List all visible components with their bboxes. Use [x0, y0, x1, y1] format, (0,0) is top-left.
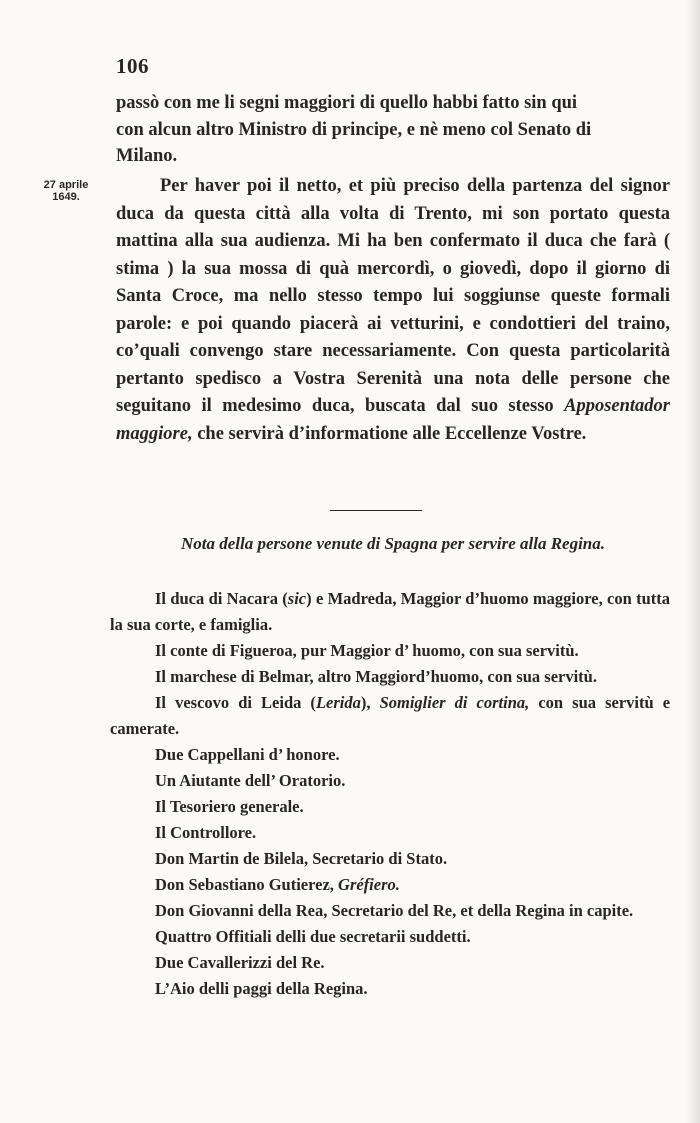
main-paragraph-text: Per haver poi il netto, et più preciso della partenza del signor duca da questa città alla volta di Trento, mi son portato questa mattina alla sua audienza. Mi ha ben confermato il duca che farà ( stima ) la sua mossa di quà mercordì, o giovedì, dopo il giorno di Santa Croce, ma nello stesso tempo lui soggiunse queste formali parole: e poi quando piacerà ai vetturini, e condottieri del traino, co’quali convengo stare necessariamente. Con questa particolarità pertanto spedisco a Vostra Serenità una nota delle persone che seguitano il medesimo duca, buscata dal suo stesso	[116, 176, 670, 416]
section-title: Nota della persone venute di Spagna per servire alla Regina.	[180, 534, 606, 553]
list-item-text: Il vescovo di Leida (	[155, 693, 316, 712]
list-item-text: con sua servitù e camerate.	[110, 693, 671, 738]
lerida-note: Lerida	[315, 693, 361, 712]
list-item: L’Aio delli paggi della Regina.	[155, 979, 368, 998]
list-item: Il conte di Figueroa, pur Maggior d’ huomo, con sua servitù.	[155, 641, 579, 660]
intro-line: Milano.	[116, 146, 178, 166]
list-item	[110, 586, 670, 638]
list-item: Due Cavallerizzi del Re.	[155, 953, 325, 972]
page-number: 106	[116, 54, 149, 78]
list-item: Don Giovanni della Rea, Secretario del Re, et della Regina in capite.	[155, 901, 634, 920]
margin-date-note	[30, 179, 102, 203]
grefiero-title: Gréfiero.	[338, 875, 400, 894]
list-item: Don Martin de Bilela, Secretario di Stato.	[155, 849, 448, 868]
list-item-text: Il duca di Nacara (	[155, 589, 288, 608]
list-item	[110, 690, 670, 742]
persons-list	[110, 586, 670, 1002]
sic-note: sic	[287, 589, 307, 608]
margin-date-line: 27 aprile	[43, 179, 89, 191]
somiglier-title: Somiglier di cortina,	[379, 693, 530, 712]
intro-text	[116, 90, 670, 170]
list-item-text: ) e Madreda, Maggior d’huomo maggiore, con tutta la sua corte, e famiglia.	[110, 589, 670, 634]
page-edge-shadow	[686, 0, 700, 1123]
main-paragraph	[116, 173, 670, 448]
margin-year-line: 1649.	[52, 191, 80, 203]
list-item: Un Aiutante dell’ Oratorio.	[155, 771, 346, 790]
intro-line: con alcun altro Ministro di principe, e nè meno col Senato di	[116, 119, 592, 140]
list-item: Il Controllore.	[155, 823, 257, 842]
list-item-text: Don Sebastiano Gutierez,	[155, 875, 334, 894]
list-item: Quattro Offitiali delli due secretarii suddetti.	[155, 927, 471, 946]
list-item-text: ),	[360, 693, 371, 712]
list-item: Il Tesoriero generale.	[155, 797, 304, 816]
main-paragraph-ending: che servirà d’informatione alle Eccellenze Vostre.	[197, 423, 587, 444]
list-item	[110, 872, 670, 898]
list-item: Due Cappellani d’ honore.	[155, 745, 340, 764]
intro-line: passò con me li segni maggiori di quello habbi fatto sin qui	[116, 93, 578, 113]
apposentador-title: Apposentador maggiore,	[116, 396, 671, 444]
list-item: Il marchese di Belmar, altro Maggiord’huomo, con sua servitù.	[155, 667, 597, 686]
section-divider	[330, 510, 422, 511]
